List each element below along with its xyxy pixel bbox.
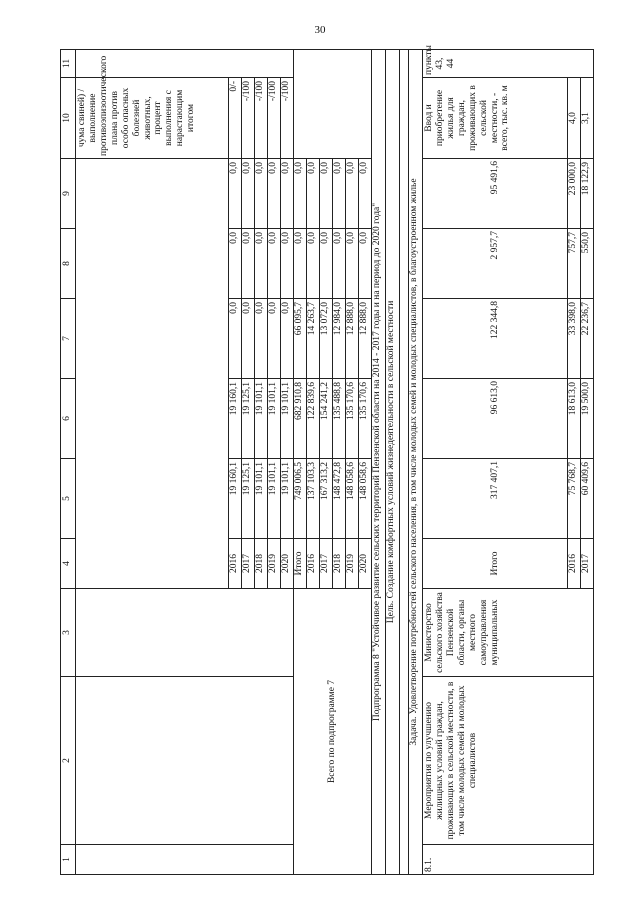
value-cell: 19 101,1 (281, 459, 294, 539)
value-cell: 23 000,0 (568, 159, 581, 229)
value-cell: 18 122,9 (581, 159, 594, 229)
budget-table (60, 45, 594, 875)
blank-cell (400, 50, 409, 875)
indicator-text: чума свиней) / выполнение противоэпизоотического плана против особо опасных болезней животных, процент выполнения с нарастающим итогом (76, 78, 229, 159)
value-cell: 19 160,1 (229, 379, 242, 459)
col-number: 8 (61, 229, 76, 299)
year-cell: 2016 (568, 539, 581, 589)
task-row (409, 50, 423, 875)
indicator-value: -/100 (255, 78, 268, 159)
item-name-cell (76, 677, 294, 845)
value-cell: 19 101,1 (255, 459, 268, 539)
goal-text: Цель. Создание комфортных условий жизнедеятельности в сельской местности (386, 50, 400, 875)
value-cell: 0,0 (229, 229, 242, 299)
value-cell: 75 768,7 (568, 459, 581, 539)
value-cell: 0,0 (229, 159, 242, 229)
col-number: 2 (61, 677, 76, 845)
value-cell: 0,0 (255, 159, 268, 229)
value-cell: 0,0 (346, 229, 359, 299)
value-cell: 19 101,1 (281, 379, 294, 459)
value-cell: 0,0 (294, 229, 307, 299)
year-cell: 2019 (346, 539, 359, 589)
value-cell: 317 407,1 (423, 459, 568, 539)
goal-row (386, 50, 400, 875)
item-number: 8.1. (423, 845, 594, 875)
rotated-table-container (60, 45, 591, 875)
col-number: 1 (61, 845, 76, 875)
value-cell: 0,0 (242, 299, 255, 379)
year-cell: 2020 (281, 539, 294, 589)
value-cell: 18 613,0 (568, 379, 581, 459)
value-cell: 135 170,6 (359, 379, 372, 459)
value-cell: 19 125,1 (242, 459, 255, 539)
value-cell: 0,0 (346, 159, 359, 229)
value-cell: 0,0 (242, 229, 255, 299)
value-cell: 0,0 (359, 229, 372, 299)
value-cell: 0,0 (255, 229, 268, 299)
blank-cell (294, 50, 372, 159)
value-cell: 757,7 (568, 229, 581, 299)
year-cell: 2018 (333, 539, 346, 589)
executor-cell (76, 589, 294, 677)
value-cell: 0,0 (333, 159, 346, 229)
subprogram-title-row (372, 50, 386, 875)
value-cell: 22 236,7 (581, 299, 594, 379)
value-cell: 0,0 (307, 159, 320, 229)
item-number-cell (76, 845, 294, 875)
value-cell: 0,0 (255, 299, 268, 379)
year-cell: 2019 (268, 539, 281, 589)
year-cell: 2017 (242, 539, 255, 589)
value-cell: 2 957,7 (423, 229, 568, 299)
value-cell: 0,0 (268, 159, 281, 229)
blank-cell (76, 159, 229, 589)
value-cell: 137 103,3 (307, 459, 320, 539)
value-cell: 0,0 (359, 159, 372, 229)
value-cell: 0,0 (333, 229, 346, 299)
value-cell: 19 500,0 (581, 379, 594, 459)
value-cell: 0,0 (268, 229, 281, 299)
value-cell: 19 101,1 (268, 379, 281, 459)
col-number: 11 (61, 50, 76, 78)
col-number: 9 (61, 159, 76, 229)
year-cell: 2016 (229, 539, 242, 589)
year-cell: 2018 (255, 539, 268, 589)
subprogram-title: Подпрограмма 8 "Устойчивое развитие сельских территорий Пензенской области на 2014 - 2017 годы и на период до 2020 года" (372, 50, 386, 875)
indicator-value: 3,1 (581, 78, 594, 159)
column-number-row (61, 50, 76, 875)
executor: Министерство сельского хозяйства Пензенской области, органы местного самоуправления муниципальных (423, 589, 594, 677)
value-cell: 135 488,8 (333, 379, 346, 459)
value-cell: 13 072,0 (320, 299, 333, 379)
table-row (423, 50, 568, 875)
indicator-value: 0/- (229, 78, 242, 159)
value-cell: 66 095,7 (294, 299, 307, 379)
indicator-text: Ввод и приобретение жилья для граждан, проживающих в сельской местности, - всего, тыс. кв. м (423, 78, 568, 159)
value-cell: 749 006,5 (294, 459, 307, 539)
indicator-value: -/100 (268, 78, 281, 159)
year-cell: Итого (423, 539, 568, 589)
item-name: Мероприятия по улучшению жилищных условий граждан, проживающих в сельской местности, в том числе молодых семей и молодых специалистов (423, 677, 594, 845)
value-cell: 148 472,8 (333, 459, 346, 539)
value-cell: 0,0 (281, 159, 294, 229)
value-cell: 122 344,8 (423, 299, 568, 379)
value-cell: 33 398,0 (568, 299, 581, 379)
indicator-value: -/100 (242, 78, 255, 159)
value-cell: 96 613,0 (423, 379, 568, 459)
year-cell: Итого (294, 539, 307, 589)
value-cell: 19 101,1 (255, 379, 268, 459)
spacer-row (400, 50, 409, 875)
value-cell: 682 910,8 (294, 379, 307, 459)
col-number: 7 (61, 299, 76, 379)
col-number: 10 (61, 78, 76, 159)
year-cell: 2020 (359, 539, 372, 589)
value-cell: 0,0 (242, 159, 255, 229)
value-cell: 12 888,0 (346, 299, 359, 379)
indicator-row (76, 50, 229, 875)
value-cell: 60 409,6 (581, 459, 594, 539)
value-cell: 0,0 (268, 299, 281, 379)
value-cell: 0,0 (307, 229, 320, 299)
col-number: 6 (61, 379, 76, 459)
value-cell: 12 888,0 (359, 299, 372, 379)
value-cell: 95 491,6 (423, 159, 568, 229)
points-text: пункты 43, 44 (423, 50, 594, 78)
value-cell: 154 241,2 (320, 379, 333, 459)
value-cell: 148 058,6 (346, 459, 359, 539)
col-number: 3 (61, 589, 76, 677)
value-cell: 0,0 (281, 299, 294, 379)
value-cell: 0,0 (320, 159, 333, 229)
page-number: 30 (314, 24, 326, 36)
value-cell: 135 170,6 (346, 379, 359, 459)
value-cell: 14 263,7 (307, 299, 320, 379)
value-cell: 19 101,1 (268, 459, 281, 539)
value-cell: 0,0 (320, 229, 333, 299)
value-cell: 550,0 (581, 229, 594, 299)
task-text: Задача. Удовлетворение потребностей сельского населения, в том числе молодых семей и молодых специалистов, в благоустроенном жилье (409, 50, 423, 875)
value-cell: 0,0 (281, 229, 294, 299)
value-cell: 167 313,2 (320, 459, 333, 539)
value-cell: 19 125,1 (242, 379, 255, 459)
table-row (294, 50, 307, 875)
year-cell: 2017 (320, 539, 333, 589)
value-cell: 12 984,0 (333, 299, 346, 379)
col-number: 4 (61, 539, 76, 589)
value-cell: 19 160,1 (229, 459, 242, 539)
value-cell: 122 839,6 (307, 379, 320, 459)
col-number: 5 (61, 459, 76, 539)
value-cell: 0,0 (294, 159, 307, 229)
year-cell: 2016 (307, 539, 320, 589)
value-cell: 148 058,6 (359, 459, 372, 539)
indicator-value: 4,0 (568, 78, 581, 159)
indicator-value: -/100 (281, 78, 294, 159)
year-cell: 2017 (581, 539, 594, 589)
subprogram-total-label: Всего по подпрограмме 7 (294, 589, 372, 875)
value-cell: 0,0 (229, 299, 242, 379)
